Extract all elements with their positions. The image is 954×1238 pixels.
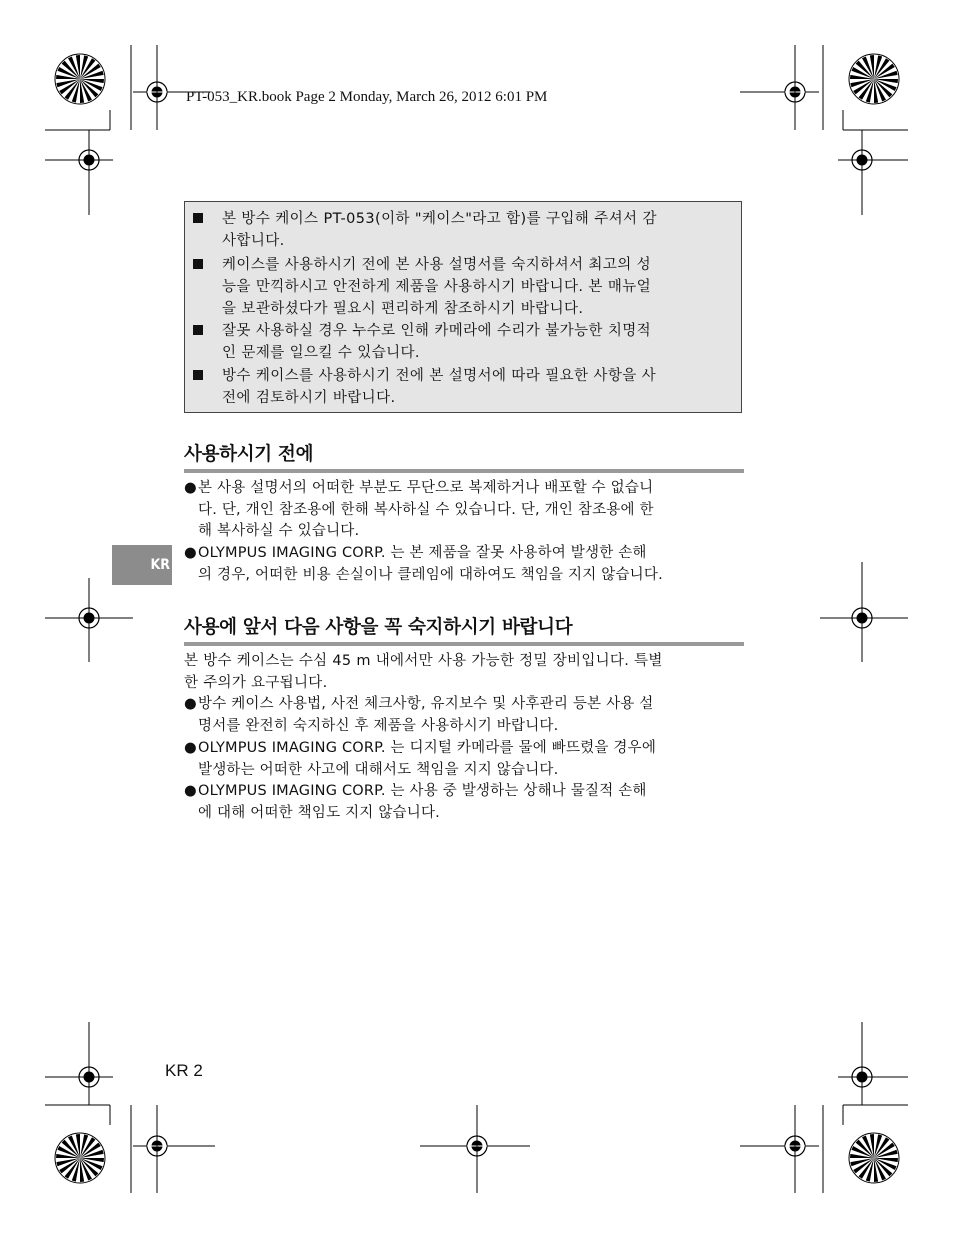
paragraph-line: 한 주의가 요구됩니다. bbox=[184, 674, 328, 691]
list-line: 해 복사하실 수 있습니다. bbox=[198, 523, 360, 539]
notice-line: 을 보관하셨다가 필요시 편리하게 참조하시기 바랍니다. bbox=[222, 301, 584, 317]
square-bullet-icon bbox=[193, 325, 203, 335]
notice-item bbox=[193, 320, 733, 364]
bullet-icon: ● bbox=[184, 480, 197, 496]
list-line: 방수 케이스 사용법, 사전 체크사항, 유지보수 및 사후관리 등본 사용 설 bbox=[198, 696, 654, 712]
list-line: OLYMPUS IMAGING CORP. 는 본 제품을 잘못 사용하여 발생한 손해 bbox=[198, 545, 647, 561]
list-item bbox=[184, 694, 746, 737]
notice-item bbox=[193, 365, 733, 409]
notice-line: 전에 검토하시기 바랍니다. bbox=[222, 390, 396, 406]
list-line: 의 경우, 어떠한 비용 손실이나 클레임에 대하여도 책임을 지지 않습니다. bbox=[198, 566, 663, 583]
notice-item bbox=[193, 208, 733, 252]
notice-line: 방수 케이스를 사용하시기 전에 본 설명서에 따라 필요한 사항을 사 bbox=[222, 368, 657, 384]
list-item bbox=[184, 543, 746, 586]
bullet-icon: ● bbox=[184, 783, 197, 799]
notice-item bbox=[193, 254, 733, 320]
page-number: KR 2 bbox=[165, 1061, 203, 1080]
bullet-icon: ● bbox=[184, 696, 197, 712]
list-line: 발생하는 어떠한 사고에 대해서도 책임을 지지 않습니다. bbox=[198, 761, 559, 778]
square-bullet-icon bbox=[193, 213, 203, 223]
paragraph-line: 본 방수 케이스는 수심 45 m 내에서만 사용 가능한 정밀 장비입니다. 특별 bbox=[184, 653, 663, 669]
section-title: 사용하시기 전에 bbox=[184, 440, 744, 473]
section-title: 사용에 앞서 다음 사항을 꼭 숙지하시기 바랍니다 bbox=[184, 613, 744, 646]
language-tab: KR bbox=[112, 545, 172, 585]
square-bullet-icon bbox=[193, 370, 203, 380]
notice-line: 잘못 사용하실 경우 누수로 인해 카메라에 수리가 불가능한 치명적 bbox=[222, 323, 652, 339]
list-line: OLYMPUS IMAGING CORP. 는 디지털 카메라를 물에 빠뜨렸을 경우에 bbox=[198, 740, 657, 756]
list-line: OLYMPUS IMAGING CORP. 는 사용 중 발생하는 상해나 물질적 손해 bbox=[198, 783, 647, 799]
list-line: 명서를 완전히 숙지하신 후 제품을 사용하시기 바랍니다. bbox=[198, 717, 559, 734]
list-item bbox=[184, 738, 746, 781]
bullet-icon: ● bbox=[184, 545, 197, 561]
list-line: 다. 단, 개인 참조용에 한해 복사하실 수 있습니다. 단, 개인 참조용에 한 bbox=[198, 501, 654, 518]
notice-line: 본 방수 케이스 PT-053(이하 "케이스"라고 함)를 구입해 주셔서 감 bbox=[222, 211, 657, 227]
list-line: 에 대해 어떠한 책임도 지지 않습니다. bbox=[198, 804, 440, 821]
notice-box bbox=[184, 201, 742, 413]
notice-line: 케이스를 사용하시기 전에 본 사용 설명서를 숙지하셔서 최고의 성 bbox=[222, 257, 652, 273]
intro-paragraph bbox=[184, 651, 746, 694]
print-header: PT-053_KR.book Page 2 Monday, March 26, 2012 6:01 PM bbox=[186, 89, 548, 105]
notice-line: 능을 만끽하시고 안전하게 제품을 사용하시기 바랍니다. 본 매뉴얼 bbox=[222, 279, 652, 295]
notice-line: 사합니다. bbox=[222, 233, 285, 249]
list-item bbox=[184, 781, 746, 824]
bullet-icon: ● bbox=[184, 740, 197, 756]
notice-line: 인 문제를 일으킬 수 있습니다. bbox=[222, 345, 420, 361]
list-line: 본 사용 설명서의 어떠한 부분도 무단으로 복제하거나 배포할 수 없습니 bbox=[198, 480, 654, 496]
list-item bbox=[184, 478, 746, 543]
square-bullet-icon bbox=[193, 259, 203, 269]
